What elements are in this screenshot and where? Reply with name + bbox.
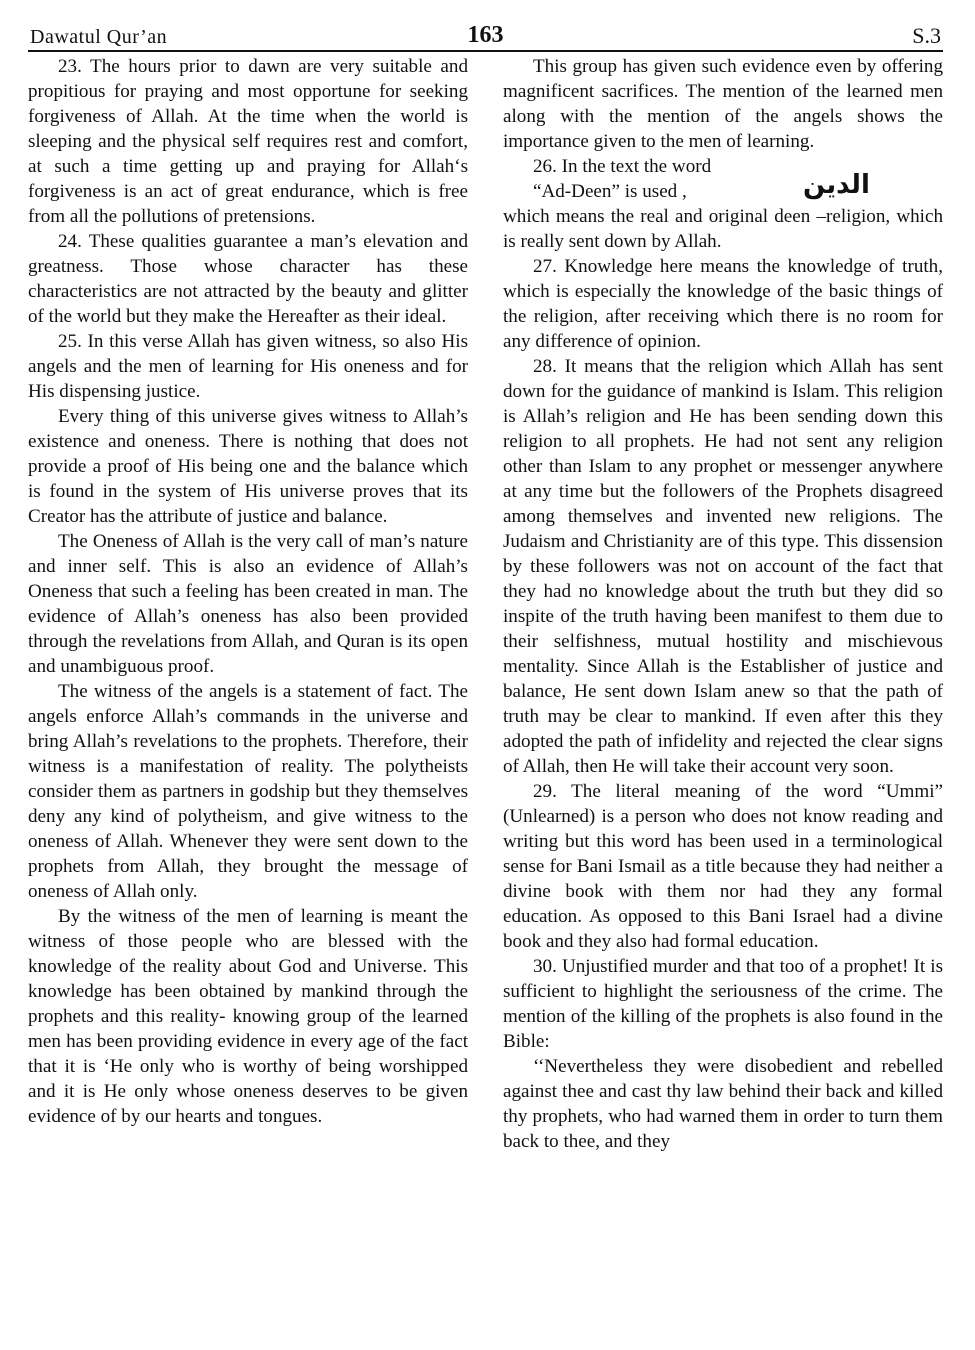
page-number: 163 <box>467 22 504 48</box>
arabic-word-ad-deen: الدين <box>803 170 870 200</box>
note-24: 24. These qualities guarantee a man’s elevation and greatness. Those whose character has these characteristics are not attracted by the beauty and glitter of the world but they make the Hereafter as their ideal. <box>28 231 468 327</box>
note-23: 23. The hours prior to dawn are very suitable and propitious for praying and most opportune for seeking forgiveness of Allah. At the time when the world is sleeping and the physical self requires rest and comfort, at such a time getting up and praying for Allah‘s forgiveness is an act of great endurance, which is free from all the pollutions of pretensions. <box>28 56 468 227</box>
note-25: 25. In this verse Allah has given witness, so also His angels and the men of learning for His oneness and for His dispensing justice. <box>28 331 468 402</box>
paragraph-universe-witness: Every thing of this universe gives witness to Allah’s existence and oneness. There is nothing that does not provide a proof of His being one and the balance which is found in the system of His universe proves that its Creator has the attribute of justice and balance. <box>28 406 468 527</box>
note-27: 27. Knowledge here means the knowledge of truth, which is especially the knowledge of the basic things of the religion, after receiving which there is no room for any difference of opinion. <box>503 256 943 352</box>
note-28: 28. It means that the religion which Allah has sent down for the guidance of mankind is Islam. This religion is Allah’s religion and He has been sending down this religion to all prophets. He had not sent any religion other than Islam to any prophet or messenger anywhere at any time but the followers of the Prophets disagreed among themselves and invented new religions. The Judaism and Christianity are of this type. This dissension by these followers was not on account of the fact that they had no knowledge about the truth but they did so inspite of the truth having been manifest to them due to their selfishness, mutual hostility and mischievous mentality. Since Allah is the Establisher of justice and balance, He sent down Islam anew so that the path of truth may be clear to mankind. If even after this they adopted the path of infidelity and rejected the clear signs of Allah, then He will take their account very soon. <box>503 356 943 777</box>
page-header <box>28 18 943 52</box>
note-26-rest: which means the real and original deen –religion, which is really sent down by Allah. <box>503 206 943 252</box>
right-column <box>503 54 943 1154</box>
note-30: 30. Unjustified murder and that too of a prophet! It is sufficient to highlight the seriousness of the crime. The mention of the killing of the prophets is also found in the Bible: <box>503 956 943 1052</box>
bible-quote: ‘‘Nevertheless they were disobedient and rebelled against thee and cast thy law behind their back and killed thy prophets, who had warned them in order to turn them back to thee, and they <box>503 1056 943 1152</box>
paragraph-learned-witness: By the witness of the men of learning is meant the witness of those people who are blessed with the knowledge of the reality about God and Universe. This knowledge has been obtained by mankind through the prophets and this reality- knowing group of the learned men has been providing evidence in every age of the fact that it is ‘He only who is worthy of being worshipped and it is He only whose oneness deserves to be given evidence of by our hearts and tongues. <box>28 906 468 1127</box>
ad-deen-text: “Ad-Deen” is used , <box>533 181 687 202</box>
note-26-line1: 26. In the text the word <box>533 156 712 177</box>
note-29: 29. The literal meaning of the word “Ummi” (Unlearned) is a person who does not know reading and writing but this word has been used in a terminological sense for Bani Ismail as a title because they had neither a divine book with them nor had they any formal education. As opposed to this Bani Israel had a divine book and they also had formal education. <box>503 781 943 952</box>
book-title: Dawatul Qur’an <box>30 26 168 48</box>
left-column <box>28 54 468 1129</box>
note-26-line2 <box>503 170 943 204</box>
paragraph-sacrifices: This group has given such evidence even by offering magnificent sacrifices. The mention of the learned men along with the mention of the angels shows the importance given to the men of learning. <box>503 56 943 152</box>
paragraph-angels-witness: The witness of the angels is a statement of fact. The angels enforce Allah’s commands in the universe and bring Allah’s revelations to the prophets. Therefore, their witness is a manifestation of reality. The polytheists consider them as partners in godship but they themselves deny any kind of polytheism, and give witness to the oneness of Allah. Whenever they were sent down to the prophets from Allah, they brought the message of oneness of Allah only. <box>28 681 468 902</box>
surah-label: S.3 <box>912 23 941 48</box>
paragraph-oneness: The Oneness of Allah is the very call of man’s nature and inner self. This is also an evidence of Allah’s Oneness that such a feeling has been created in man. The evidence of Allah’s oneness has also been provided through the revelations from Allah, and Quran is its open and unambiguous proof. <box>28 531 468 677</box>
